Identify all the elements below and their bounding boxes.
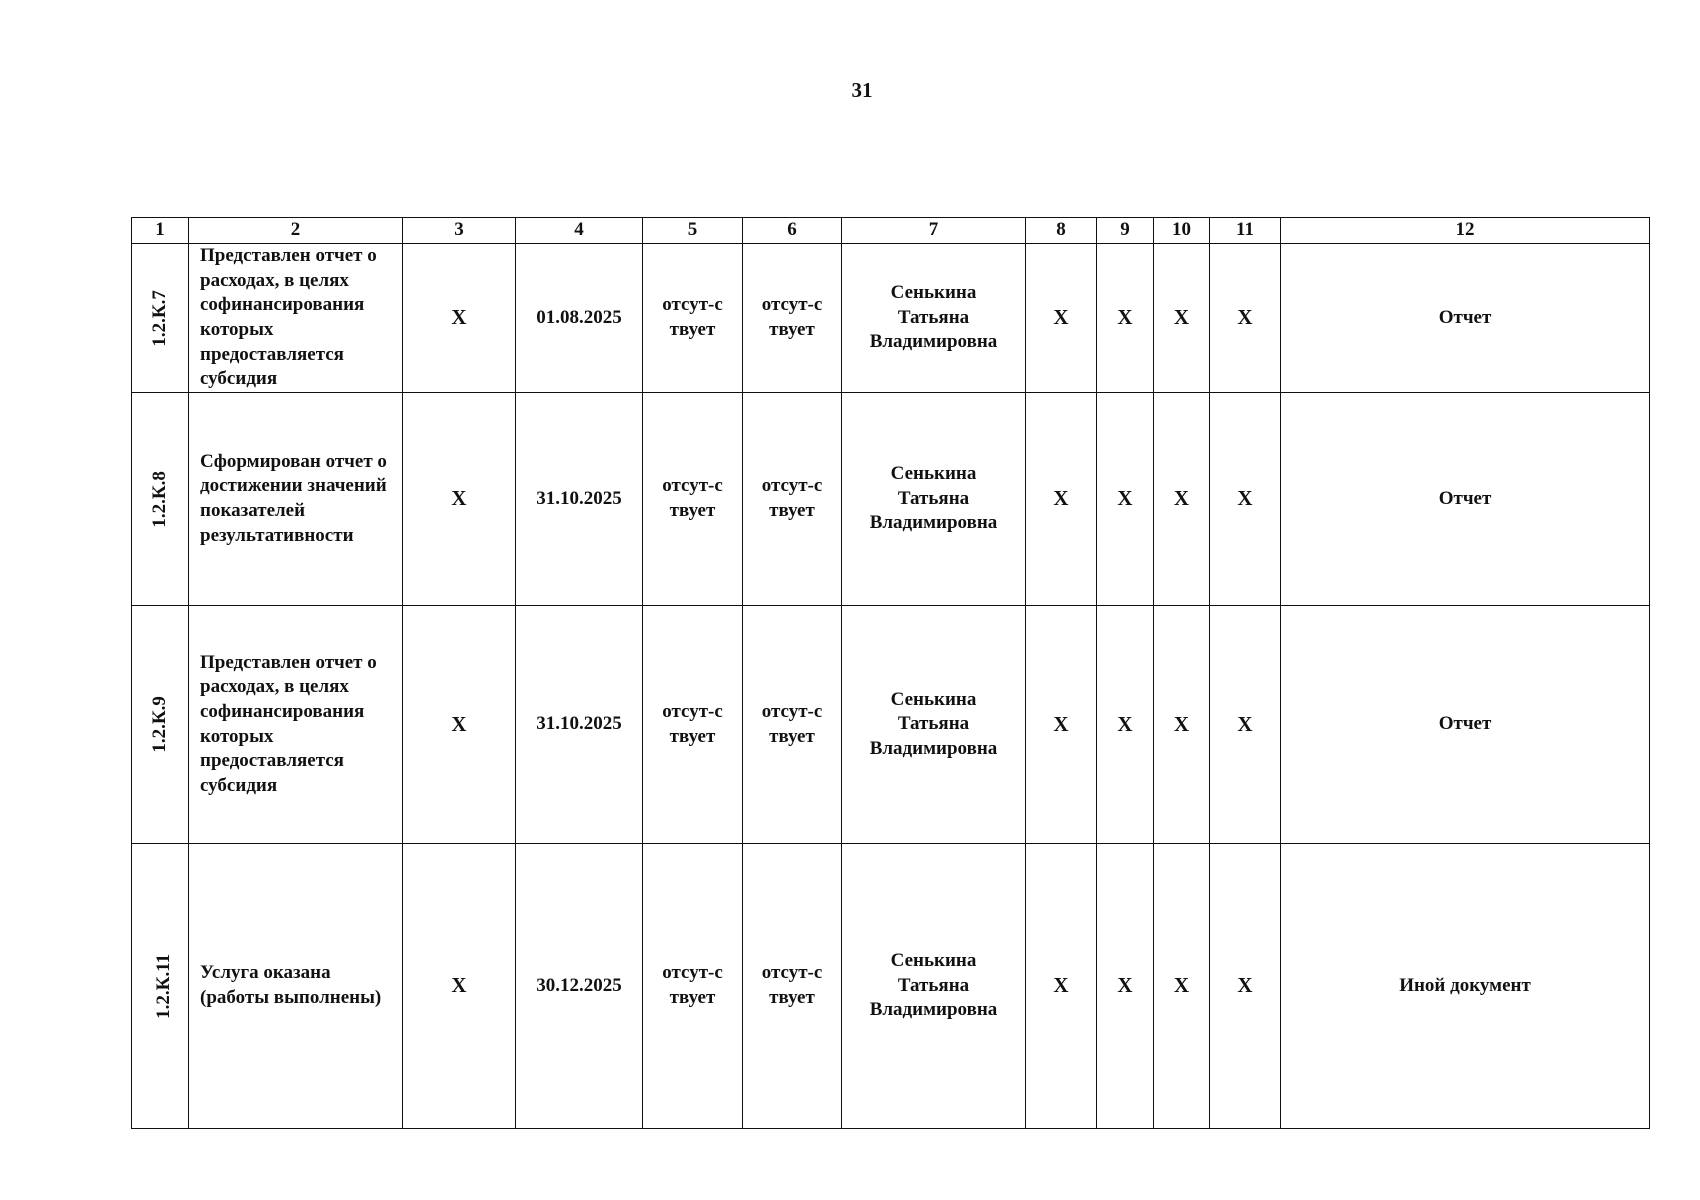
mark-cell: X: [1154, 244, 1210, 393]
responsible-name: Сенькина Татьяна Владимировна: [869, 950, 998, 1021]
date-cell: 31.10.2025: [516, 606, 643, 844]
absent-text: отсут-ствует: [761, 700, 823, 747]
absent-cell: [643, 844, 743, 1129]
mark-cell: X: [1026, 393, 1097, 606]
header-cell: 2: [189, 218, 403, 244]
absent-text: отсут-ствует: [761, 962, 823, 1009]
header-cell: 8: [1026, 218, 1097, 244]
header-cell: 7: [842, 218, 1026, 244]
mark-cell: X: [1097, 393, 1154, 606]
header-cell: 12: [1281, 218, 1650, 244]
responsible-cell: [842, 844, 1026, 1129]
row-id-cell: [132, 844, 189, 1129]
absent-text: отсут-ствует: [662, 962, 723, 1009]
mark-cell: X: [403, 244, 516, 393]
document-cell: Иной документ: [1281, 844, 1650, 1129]
description-cell: Представлен отчет о расходах, в целях софинансирования которых предоставляется субсидия: [189, 244, 403, 393]
absent-cell: [743, 844, 842, 1129]
absent-cell: [743, 393, 842, 606]
row-id: 1.2.К.11: [153, 953, 175, 1019]
date-cell: 01.08.2025: [516, 244, 643, 393]
mark-cell: X: [403, 393, 516, 606]
table-row: [132, 393, 1650, 606]
header-cell: 5: [643, 218, 743, 244]
table-row: [132, 244, 1650, 393]
absent-text: отсут-ствует: [761, 475, 823, 522]
row-id: 1.2.К.8: [148, 470, 170, 528]
header-cell: 9: [1097, 218, 1154, 244]
responsible-cell: [842, 606, 1026, 844]
absent-cell: [743, 244, 842, 393]
header-cell: 10: [1154, 218, 1210, 244]
responsible-name: Сенькина Татьяна Владимировна: [869, 463, 998, 534]
header-row: [132, 218, 1650, 244]
mark-cell: X: [1154, 393, 1210, 606]
mark-cell: X: [1026, 844, 1097, 1129]
mark-cell: X: [1026, 244, 1097, 393]
mark-cell: X: [403, 606, 516, 844]
mark-cell: X: [1210, 844, 1281, 1129]
absent-text: отсут-ствует: [761, 294, 823, 341]
description-cell: Представлен отчет о расходах, в целях софинансирования которых предоставляется субсидия: [189, 606, 403, 844]
row-id-cell: [132, 393, 189, 606]
page-number: 31: [851, 78, 873, 102]
absent-cell: [643, 606, 743, 844]
date-cell: 30.12.2025: [516, 844, 643, 1129]
absent-text: отсут-ствует: [662, 294, 723, 341]
absent-cell: [643, 393, 743, 606]
row-id-cell: [132, 244, 189, 393]
mark-cell: X: [1154, 844, 1210, 1129]
date-cell: 31.10.2025: [516, 393, 643, 606]
row-id: 1.2.К.7: [148, 289, 170, 347]
responsible-name: Сенькина Татьяна Владимировна: [869, 688, 998, 759]
absent-cell: [643, 244, 743, 393]
document-cell: Отчет: [1281, 393, 1650, 606]
document-cell: Отчет: [1281, 606, 1650, 844]
header-cell: 3: [403, 218, 516, 244]
absent-cell: [743, 606, 842, 844]
data-table: [131, 217, 1650, 1129]
mark-cell: X: [1210, 393, 1281, 606]
responsible-cell: [842, 244, 1026, 393]
row-id-cell: [132, 606, 189, 844]
responsible-cell: [842, 393, 1026, 606]
description-cell: Услуга оказана (работы выполнены): [189, 844, 403, 1129]
header-cell: 11: [1210, 218, 1281, 244]
absent-text: отсут-ствует: [662, 475, 723, 522]
mark-cell: X: [403, 844, 516, 1129]
table-row: [132, 844, 1650, 1129]
mark-cell: X: [1097, 844, 1154, 1129]
document-cell: Отчет: [1281, 244, 1650, 393]
description-cell: Сформирован отчет о достижении значений показателей результативности: [189, 393, 403, 606]
mark-cell: X: [1026, 606, 1097, 844]
mark-cell: X: [1097, 606, 1154, 844]
header-cell: 4: [516, 218, 643, 244]
mark-cell: X: [1154, 606, 1210, 844]
mark-cell: X: [1210, 606, 1281, 844]
responsible-name: Сенькина Татьяна Владимировна: [869, 282, 998, 353]
absent-text: отсут-ствует: [662, 700, 723, 747]
header-cell: 6: [743, 218, 842, 244]
mark-cell: X: [1210, 244, 1281, 393]
mark-cell: X: [1097, 244, 1154, 393]
row-id: 1.2.К.9: [148, 696, 170, 753]
header-cell: 1: [132, 218, 189, 244]
table-row: [132, 606, 1650, 844]
